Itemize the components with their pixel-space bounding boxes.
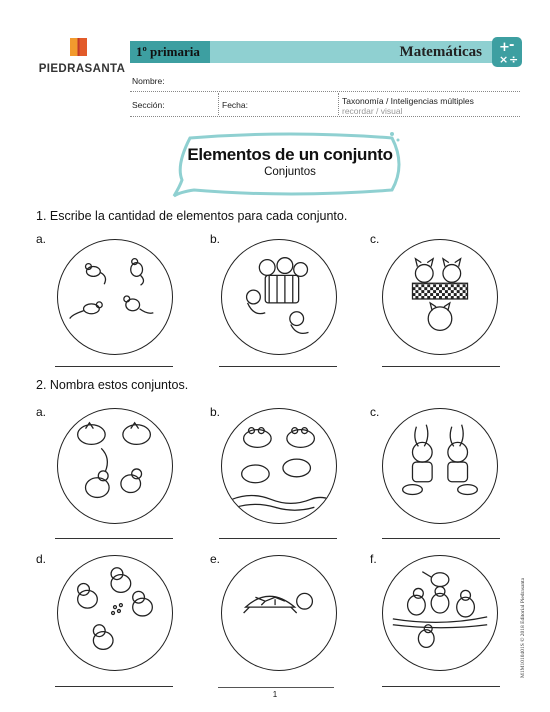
item-letter: b. [210,232,221,246]
svg-text:×: × [499,53,509,66]
copyright-notice: M1M1010401S © 2018 Editorial Piedrasanta [520,577,526,678]
book-logo-icon [68,36,90,58]
speech-bubble-icon [170,130,410,200]
item-letter: d. [36,552,47,566]
bird-icon [383,556,497,670]
puppy-icon [222,240,336,354]
svg-text:÷: ÷ [509,53,519,66]
answer-line[interactable] [382,686,500,687]
answer-line[interactable] [55,686,173,687]
frogs-set-circle [221,408,337,524]
answer-line[interactable] [55,366,173,367]
fields-bottom-line [130,116,520,117]
exercise1-instruction: 1. Escribe la cantidad de elementos para cada conjunto. [36,209,348,223]
mice-set-circle [57,239,173,355]
name-label: Nombre: [132,76,165,86]
item-letter: f. [370,552,377,566]
item-letter: a. [36,405,47,419]
name-line[interactable] [130,91,520,92]
taxonomy-value: recordar / visual [342,106,403,116]
mouse-icon [58,240,172,354]
rabbit-icon [383,409,497,523]
page-subtitle: Conjuntos [264,166,316,178]
turtles-set-circle [221,555,337,671]
page-title: Elementos de un conjunto [187,145,393,164]
hens-set-circle [57,408,173,524]
math-operations-icon [491,36,523,68]
publisher-logo [36,32,128,80]
page-number: 1 [272,690,278,699]
answer-line[interactable] [382,538,500,539]
answer-line[interactable] [219,366,337,367]
section-label: Sección: [132,100,165,110]
grade-label: 1º primaria [130,41,210,63]
field-divider [218,93,219,115]
item-letter: a. [36,232,47,246]
item-letter: c. [370,405,380,419]
turtle-icon [222,556,336,670]
svg-text:-: - [509,38,515,53]
puppies-set-circle [221,239,337,355]
chicks-set-circle [57,555,173,671]
kittens-set-circle [382,239,498,355]
kitten-icon [383,240,497,354]
svg-text:+: + [499,40,510,55]
answer-line[interactable] [382,366,500,367]
subject-label: Matemáticas [399,44,482,60]
answer-line[interactable] [55,538,173,539]
answer-line[interactable] [219,538,337,539]
date-label: Fecha: [222,100,248,110]
item-letter: b. [210,405,221,419]
field-divider [338,93,339,115]
chick-icon [58,556,172,670]
item-letter: e. [210,552,221,566]
logo-text: PIEDRASANTA [38,63,126,75]
answer-line[interactable] [218,687,334,688]
taxonomy-label: Taxonomía / Inteligencias múltiples [342,96,474,106]
birds-set-circle [382,555,498,671]
frog-icon [222,409,336,523]
hen-icon [58,409,172,523]
rabbits-set-circle [382,408,498,524]
exercise2-instruction: 2. Nombra estos conjuntos. [36,378,189,392]
item-letter: c. [370,232,380,246]
